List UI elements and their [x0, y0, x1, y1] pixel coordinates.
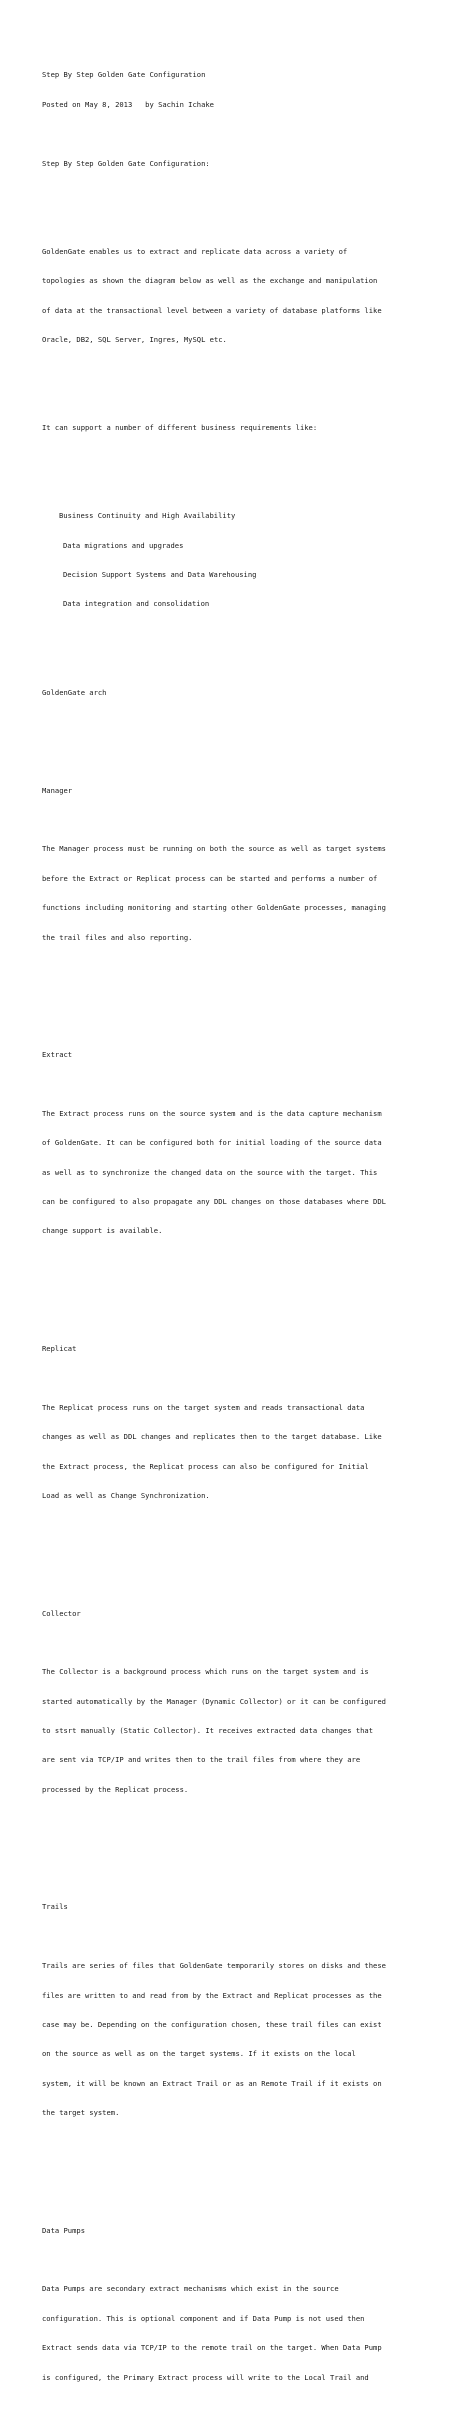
section-line: The Replicat process runs on the target system and reads transactional data — [42, 1402, 365, 1412]
section-line: The Extract process runs on the source system and is the data capture mechanism — [42, 1108, 382, 1118]
section-line: The Collector is a background process which runs on the target system and is — [42, 1667, 369, 1677]
section-line: Trails are series of files that GoldenGate temporarily stores on disks and these — [42, 1961, 386, 1971]
support-intro: It can support a number of different business requirements like: — [42, 423, 318, 433]
requirement-item: Data integration and consolidation — [63, 599, 210, 609]
section-line: the trail files and also reporting. — [42, 932, 193, 942]
section-heading: Replicat — [42, 1343, 77, 1353]
section-line: functions including monitoring and starting other GoldenGate processes, managing — [42, 903, 386, 913]
section-line: is configured, the Primary Extract process will write to the Local Trail and — [42, 2372, 369, 2382]
intro-paragraph — [42, 227, 414, 364]
section-heading: Collector — [42, 1608, 81, 1618]
section-line: Extract sends data via TCP/IP to the remote trail on the target. When Data Pump — [42, 2343, 382, 2353]
section-line: Data Pumps are secondary extract mechanisms which exist in the source — [42, 2284, 339, 2294]
requirement-item: Business Continuity and High Availability — [59, 511, 236, 521]
section-extract — [42, 1030, 414, 1255]
doc-title: Step By Step Golden Gate Configuration — [42, 70, 206, 80]
section-line: on the source as well as on the target systems. If it exists on the local — [42, 2049, 356, 2059]
intro-line: GoldenGate enables us to extract and replicate data across a variety of — [42, 246, 348, 256]
section-line: system, it will be known an Extract Trail or as an Remote Trail if it exists on — [42, 2078, 382, 2088]
section-line: change support is available. — [42, 1226, 163, 1236]
section-heading: Extract — [42, 1050, 73, 1060]
requirement-item: Data migrations and upgrades — [63, 540, 184, 550]
section-replicat — [42, 1324, 414, 1520]
intro-line: topologies as shown the diagram below as well as the exchange and manipulation — [42, 276, 378, 286]
document-body — [42, 41, 414, 2431]
section-line: changes as well as DDL changes and replicates then to the target database. Like — [42, 1432, 382, 1442]
post-meta: Posted on May 8, 2013 by Sachin Ichake — [42, 99, 214, 109]
intro-line: Oracle, DB2, SQL Server, Ingres, MySQL etc. — [42, 334, 227, 344]
section-trails — [42, 1883, 414, 2138]
section-heading: Data Pumps — [42, 2225, 85, 2235]
section-line: The Manager process must be running on both the source as well as target systems — [42, 844, 386, 854]
intro-line: of data at the transactional level between a variety of database platforms like — [42, 305, 382, 315]
section-line: configuration. This is optional component and if Data Pump is not used then — [42, 2313, 365, 2323]
section-line: files are written to and read from by the Extract and Replicat processes as the — [42, 1990, 382, 2000]
section-line: started automatically by the Manager (Dynamic Collector) or it can be configured — [42, 1696, 386, 1706]
section-line: of GoldenGate. It can be configured both for initial loading of the source data — [42, 1138, 382, 1148]
section-heading: Manager — [42, 785, 73, 795]
section-heading: Trails — [42, 1902, 68, 1912]
arch-heading: GoldenGate arch — [42, 687, 107, 697]
section-line: before the Extract or Replicat process can be started and performs a number of — [42, 873, 378, 883]
section-line: the target system. — [42, 2108, 120, 2118]
requirements-list — [42, 492, 414, 629]
section-line: can be configured to also propagate any DDL changes on those databases where DDL — [42, 1197, 386, 1207]
requirement-item: Decision Support Systems and Data Warehousing — [63, 570, 257, 580]
section-line: to stsrt manually (Static Collector). It receives extracted data changes that — [42, 1726, 374, 1736]
section-data-pumps — [42, 2206, 414, 2402]
section-line: processed by the Replicat process. — [42, 1784, 189, 1794]
section-collector — [42, 1589, 414, 1814]
section-manager — [42, 766, 414, 962]
doc-subtitle: Step By Step Golden Gate Configuration: — [42, 158, 210, 168]
section-line: case may be. Depending on the configuration chosen, these trail files can exist — [42, 2019, 382, 2029]
section-line: as well as to synchronize the changed data on the source with the target. This — [42, 1167, 378, 1177]
section-line: are sent via TCP/IP and writes then to the trail files from where they are — [42, 1755, 361, 1765]
section-line: the Extract process, the Replicat process can also be configured for Initial — [42, 1461, 369, 1471]
section-line: Load as well as Change Synchronization. — [42, 1490, 210, 1500]
